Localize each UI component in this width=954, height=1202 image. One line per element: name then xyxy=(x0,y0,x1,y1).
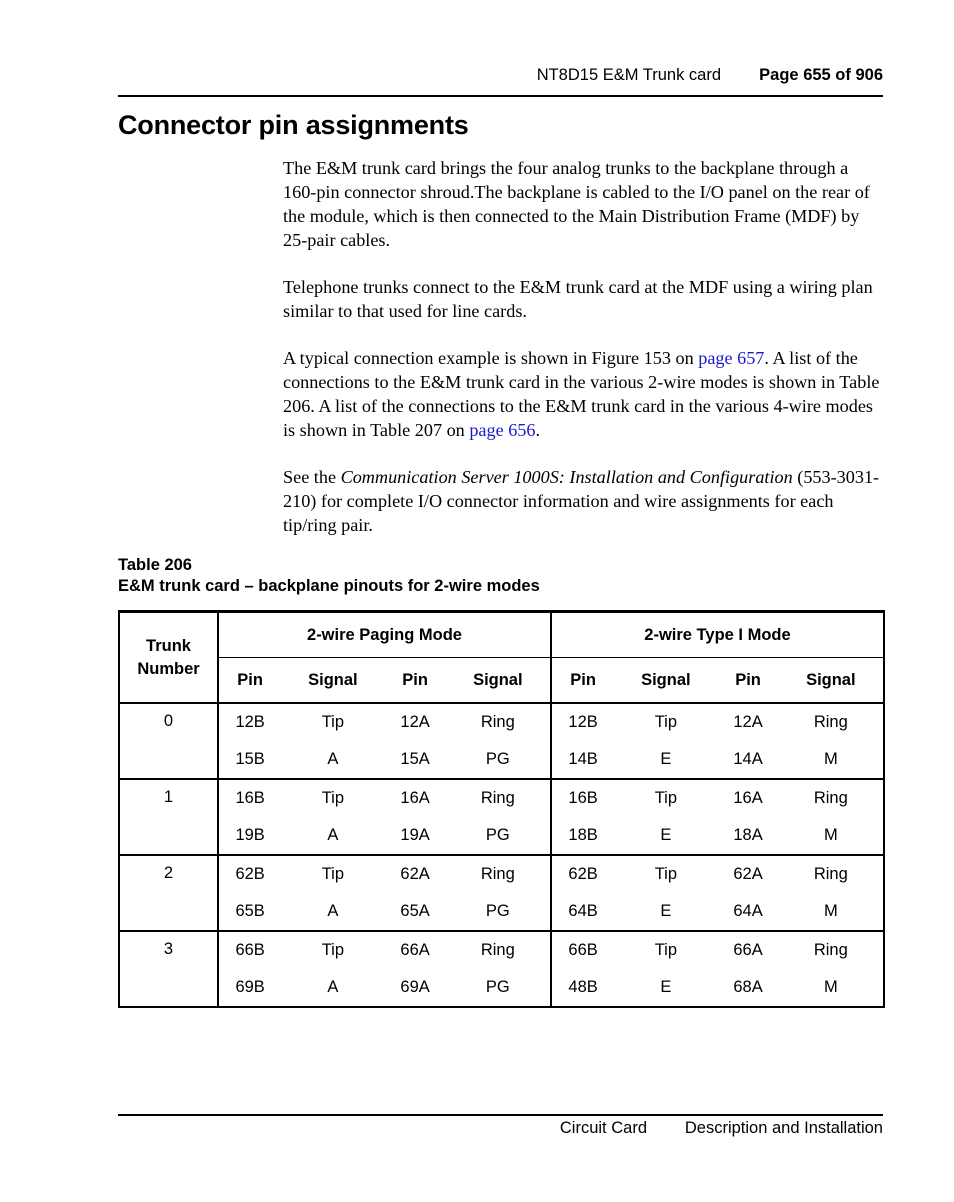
pin-cell: 15A xyxy=(400,750,430,768)
trunk-number-cell: 2 xyxy=(119,855,218,931)
signal-cell: Ring xyxy=(779,855,884,893)
table-number: Table 206 xyxy=(118,556,192,574)
section-title: Connector pin assignments xyxy=(118,110,469,140)
pin-cell: 16B xyxy=(551,779,614,817)
footer-divider xyxy=(118,1114,883,1116)
signal-cell: Tip xyxy=(614,779,717,817)
table-row xyxy=(119,855,884,893)
pin-cell: 18A xyxy=(733,826,763,844)
pin-cell: 16A xyxy=(384,779,445,817)
table-row xyxy=(119,779,884,817)
signal-cell: E xyxy=(660,978,672,996)
signal-cell: Tip xyxy=(281,931,384,969)
signal-cell: Ring xyxy=(446,703,551,741)
pin-cell: 69A xyxy=(400,978,430,996)
table-row xyxy=(119,703,884,741)
body-text xyxy=(283,156,883,560)
pin-cell: 66A xyxy=(717,931,778,969)
pin-cell: 62B xyxy=(551,855,614,893)
trunk-number-cell: 1 xyxy=(119,779,218,855)
table-row xyxy=(119,969,884,1007)
signal-cell: M xyxy=(823,978,838,996)
page-header xyxy=(118,64,883,88)
signal-cell: Ring xyxy=(779,703,884,741)
pin-cell: 66B xyxy=(551,931,614,969)
group-header-paging: 2-wire Paging Mode xyxy=(218,612,551,658)
signal-cell: Ring xyxy=(446,855,551,893)
signal-cell: Ring xyxy=(446,779,551,817)
column-header: Signal xyxy=(446,658,551,704)
signal-cell: Tip xyxy=(281,855,384,893)
paragraph-text: . A list of the connections to the E&M trunk card in the various 2-wire modes is shown in Table 206. A list of the connections to the E&M trunk card in the various 4-wire modes is shown in Table 207 on xyxy=(283,348,880,440)
paragraph-text: Telephone trunks connect to the E&M trunk card at the MDF using a wiring plan similar to that used for line cards. xyxy=(283,277,873,321)
column-header: Signal xyxy=(281,658,384,704)
signal-cell: A xyxy=(327,750,339,768)
signal-cell: Tip xyxy=(614,855,717,893)
pin-cell: 66B xyxy=(218,931,281,969)
page-656-link[interactable]: page 656 xyxy=(469,420,536,440)
signal-cell: Ring xyxy=(779,779,884,817)
table-row xyxy=(119,741,884,779)
signal-cell: PG xyxy=(485,750,510,768)
pin-cell: 19B xyxy=(218,817,281,855)
trunk-header-line: Number xyxy=(137,659,200,678)
pin-cell: 62A xyxy=(717,855,778,893)
signal-cell: M xyxy=(823,826,838,844)
paragraph xyxy=(283,275,883,323)
trunk-header-line: Trunk xyxy=(146,636,191,655)
header-divider xyxy=(118,95,883,97)
trunk-number-header xyxy=(119,612,218,704)
footer-right: Description and Installation xyxy=(684,1119,883,1137)
signal-cell: M xyxy=(823,902,838,920)
pin-cell: 12A xyxy=(717,703,778,741)
column-header: Pin xyxy=(384,658,445,704)
pinout-table xyxy=(118,610,885,1008)
table-title: E&M trunk card – backplane pinouts for 2-wire modes xyxy=(118,577,540,595)
signal-cell: Ring xyxy=(446,931,551,969)
table-row xyxy=(119,893,884,931)
group-header-type-i: 2-wire Type I Mode xyxy=(551,612,884,658)
pin-cell: 65B xyxy=(218,893,281,931)
pin-cell: 69B xyxy=(218,969,281,1007)
signal-cell: A xyxy=(327,826,339,844)
signal-cell: A xyxy=(327,978,339,996)
pin-cell: 16B xyxy=(218,779,281,817)
pin-cell: 48B xyxy=(551,969,614,1007)
table-body xyxy=(119,703,884,1007)
pin-cell: 65A xyxy=(400,902,430,920)
pin-cell: 14B xyxy=(551,741,614,779)
table-caption xyxy=(118,555,540,597)
signal-cell: PG xyxy=(485,978,510,996)
pin-cell: 64A xyxy=(733,902,763,920)
trunk-number-cell: 0 xyxy=(119,703,218,779)
paragraph-text: A typical connection example is shown in Figure 153 on xyxy=(283,348,699,368)
paragraph-text: See the xyxy=(283,467,341,487)
pin-cell: 16A xyxy=(717,779,778,817)
table-row xyxy=(119,817,884,855)
pin-cell: 62A xyxy=(384,855,445,893)
column-header: Pin xyxy=(551,658,614,704)
signal-cell: E xyxy=(660,902,672,920)
pin-cell: 18B xyxy=(551,817,614,855)
paragraph-text: . xyxy=(535,420,541,440)
pin-cell: 15B xyxy=(218,741,281,779)
pin-cell: 14A xyxy=(733,750,763,768)
pin-cell: 66A xyxy=(384,931,445,969)
signal-cell: A xyxy=(327,902,339,920)
paragraph xyxy=(283,156,883,252)
column-header: Signal xyxy=(614,658,717,704)
pin-cell: 64B xyxy=(551,893,614,931)
pin-cell: 12A xyxy=(384,703,445,741)
signal-cell: Tip xyxy=(281,779,384,817)
pin-cell: 19A xyxy=(400,826,430,844)
paragraph-text: The E&M trunk card brings the four analog trunks to the backplane through a 160-pin connector shroud.The backplane is cabled to the I/O panel on the rear of the module, which is then connected to the Main Distribution Frame (MDF) by 25-pair cables. xyxy=(283,158,870,250)
page-number: Page 655 of 906 xyxy=(759,66,883,84)
signal-cell: Tip xyxy=(614,931,717,969)
table-row xyxy=(119,931,884,969)
footer-left: Circuit Card xyxy=(559,1119,647,1137)
paragraph-text: (553-3031-210) for complete I/O connector information and wire assignments for each tip/ring pair. xyxy=(283,467,880,535)
signal-cell: E xyxy=(660,750,672,768)
signal-cell: Tip xyxy=(281,703,384,741)
trunk-number-cell: 3 xyxy=(119,931,218,1007)
signal-cell: Tip xyxy=(614,703,717,741)
pin-cell: 62B xyxy=(218,855,281,893)
page-657-link[interactable]: page 657 xyxy=(698,348,765,368)
pin-cell: 12B xyxy=(551,703,614,741)
signal-cell: PG xyxy=(485,826,510,844)
column-header: Pin xyxy=(218,658,281,704)
paragraph xyxy=(283,346,883,442)
signal-cell: PG xyxy=(485,902,510,920)
paragraph xyxy=(283,465,883,537)
page-footer xyxy=(118,1118,883,1142)
column-header: Signal xyxy=(779,658,884,704)
column-header: Pin xyxy=(717,658,778,704)
pin-cell: 12B xyxy=(218,703,281,741)
document-title: NT8D15 E&M Trunk card xyxy=(536,66,721,84)
pin-cell: 68A xyxy=(733,978,763,996)
signal-cell: Ring xyxy=(779,931,884,969)
signal-cell: M xyxy=(823,750,838,768)
book-title: Communication Server 1000S: Installation and Configuration xyxy=(340,467,793,487)
signal-cell: E xyxy=(660,826,672,844)
